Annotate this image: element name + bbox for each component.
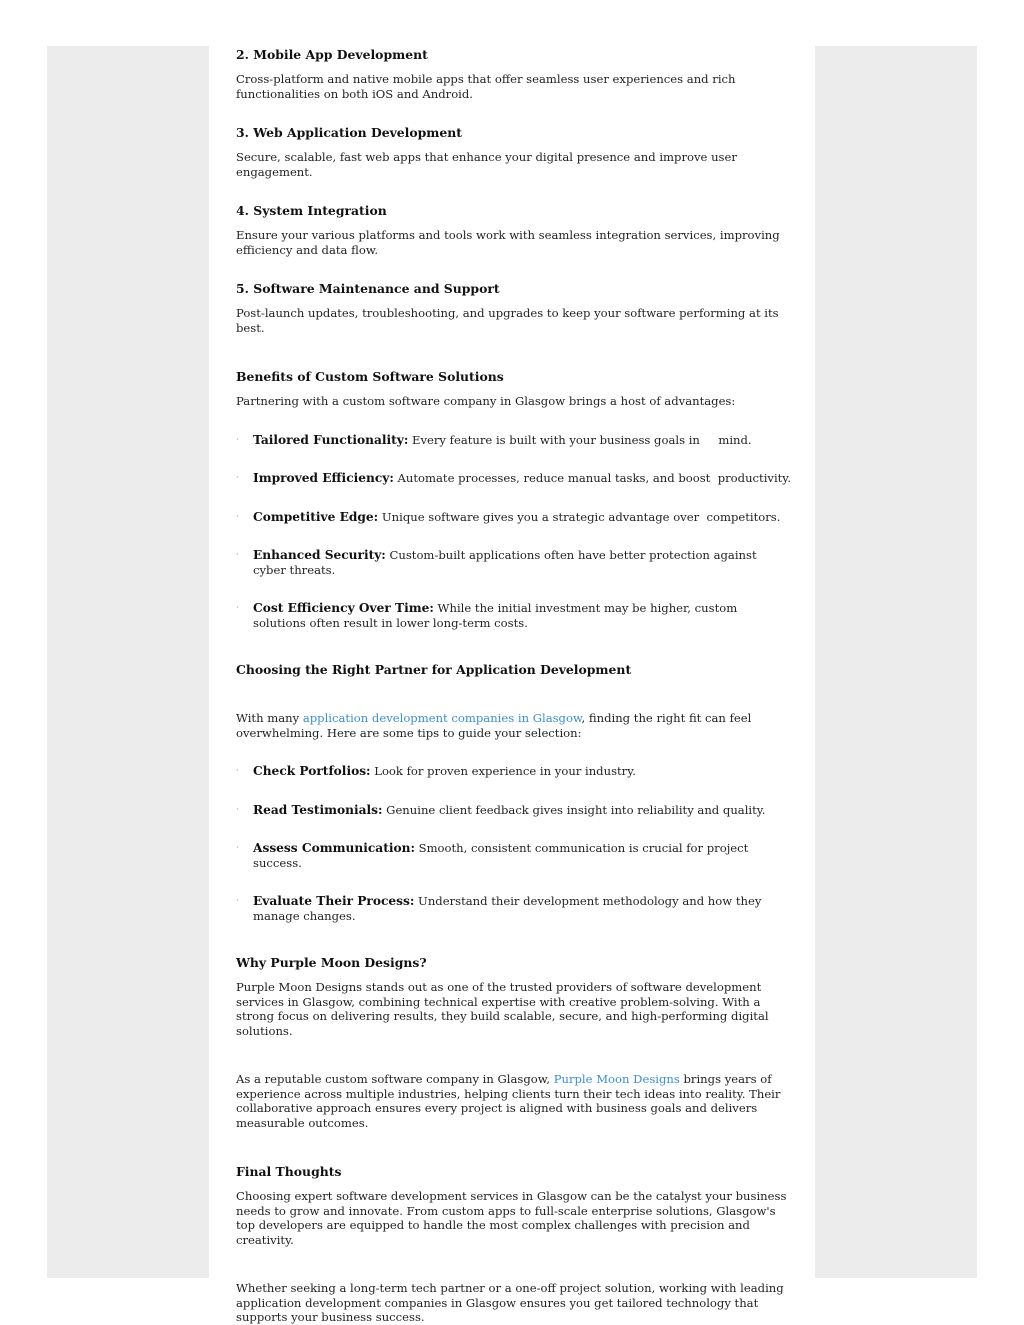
bullet-glyph: · (236, 550, 239, 559)
service-system-integration (236, 203, 792, 257)
paragraph-text: As a reputable custom software company in Glasgow, (236, 1072, 554, 1086)
list-item-label: Competitive Edge: (253, 509, 379, 524)
list-item-label: Check Portfolios: (253, 764, 371, 778)
bullet-glyph: · (236, 434, 239, 444)
service-maintenance (236, 281, 792, 335)
partner-section (236, 662, 792, 923)
bullet-glyph: · (236, 843, 239, 852)
section-heading: Benefits of Custom Software Solutions (236, 369, 504, 384)
section-heading: Final Thoughts (236, 1164, 342, 1179)
paragraph: Cross-platform and native mobile apps that offer seamless user experiences and rich functionalities on both iOS and Android. (236, 72, 736, 101)
list-item (236, 803, 792, 818)
paragraph: Ensure your various platforms and tools work with seamless integration services, improving efficiency and data flow. (236, 228, 780, 257)
list-item (236, 510, 792, 525)
paragraph (236, 711, 792, 740)
app-dev-companies-link[interactable]: application development companies in Glasgow (302, 711, 582, 725)
list-item (236, 841, 792, 870)
list-item-text: Understand their development methodology and how they manage changes. (253, 894, 762, 923)
bullet-glyph: · (236, 473, 239, 482)
purple-moon-designs-link[interactable]: Purple Moon Designs (553, 1072, 680, 1086)
bullet-glyph: · (236, 804, 239, 814)
section-heading: 3. Web Application Development (236, 125, 463, 140)
list-item-text: Smooth, consistent communication is crucial for project success. (253, 841, 749, 870)
bullet-glyph: · (236, 603, 239, 612)
list-item-label: Read Testimonials: (253, 802, 383, 817)
list-item-label: Improved Efficiency: (253, 471, 394, 485)
list-item (236, 894, 792, 923)
list-item-label: Assess Communication: (253, 841, 415, 855)
service-mobile-app (236, 47, 792, 101)
paragraph: Post-launch updates, troubleshooting, and upgrades to keep your software performing at its best. (236, 306, 779, 335)
section-heading: 4. System Integration (236, 203, 387, 218)
paragraph (236, 1072, 792, 1130)
bullet-glyph: · (236, 766, 239, 775)
list-item-text: While the initial investment may be higher, custom solutions often result in lower long-term costs. (253, 601, 738, 630)
list-item (236, 471, 792, 486)
benefits-section (236, 369, 792, 630)
list-item-text: Every feature is built with your business goals in mind. (408, 432, 752, 447)
list-item (236, 433, 792, 448)
list-item-text: Genuine client feedback gives insight into reliability and quality. (382, 802, 766, 817)
paragraph: Choosing expert software development services in Glasgow can be the catalyst your business needs to grow and innovate. From custom apps to full-scale enterprise solutions, Glasgow's top developers are equipped to handle the most complex challenges with precision and creativity. (236, 1189, 787, 1247)
list-item (236, 601, 792, 630)
paragraph-text: With many (236, 711, 303, 725)
paragraph-text: brings years of experience across multiple industries, helping clients turn their tech ideas into reality. Their collaborative approach ensures every project is aligned with business goals and delivers measurable outcomes. (236, 1072, 781, 1130)
list-item (236, 548, 792, 577)
paragraph-text: , finding the right fit can feel overwhelming. Here are some tips to guide your selection: (236, 711, 752, 740)
list-item (236, 764, 792, 779)
list-item-label: Evaluate Their Process: (253, 894, 415, 908)
why-section (236, 955, 792, 1130)
list-item-label: Enhanced Security: (253, 548, 386, 562)
list-item-label: Cost Efficiency Over Time: (253, 601, 434, 615)
document-content (236, 46, 792, 1325)
paragraph: Purple Moon Designs stands out as one of the trusted providers of software development services in Glasgow, combining technical expertise with creative problem-solving. With a strong focus on delivering results, they build scalable, secure, and high-performing digital solutions. (236, 980, 769, 1038)
bullet-glyph: · (236, 896, 239, 905)
paragraph: Secure, scalable, fast web apps that enhance your digital presence and improve user engagement. (236, 150, 737, 179)
list-item-text: Look for proven experience in your industry. (370, 764, 636, 778)
bullet-glyph: · (236, 511, 239, 521)
list-item-text: Automate processes, reduce manual tasks, and boost productivity. (393, 471, 792, 485)
section-heading: 5. Software Maintenance and Support (236, 281, 500, 296)
section-heading: Choosing the Right Partner for Application Development (236, 662, 632, 677)
list-item-text: Custom-built applications often have better protection against cyber threats. (253, 548, 757, 577)
service-web-app (236, 125, 792, 179)
list-item-text: Unique software gives you a strategic advantage over competitors. (378, 509, 781, 524)
section-heading: Why Purple Moon Designs? (236, 955, 427, 970)
final-section (236, 1164, 792, 1325)
paragraph: Whether seeking a long-term tech partner or a one-off project solution, working with leading application development companies in Glasgow ensures you get tailored technology that supports your business success. (236, 1281, 784, 1324)
list-item-label: Tailored Functionality: (253, 432, 409, 447)
section-heading: 2. Mobile App Development (236, 47, 428, 62)
paragraph: Partnering with a custom software company in Glasgow brings a host of advantages: (236, 394, 736, 408)
